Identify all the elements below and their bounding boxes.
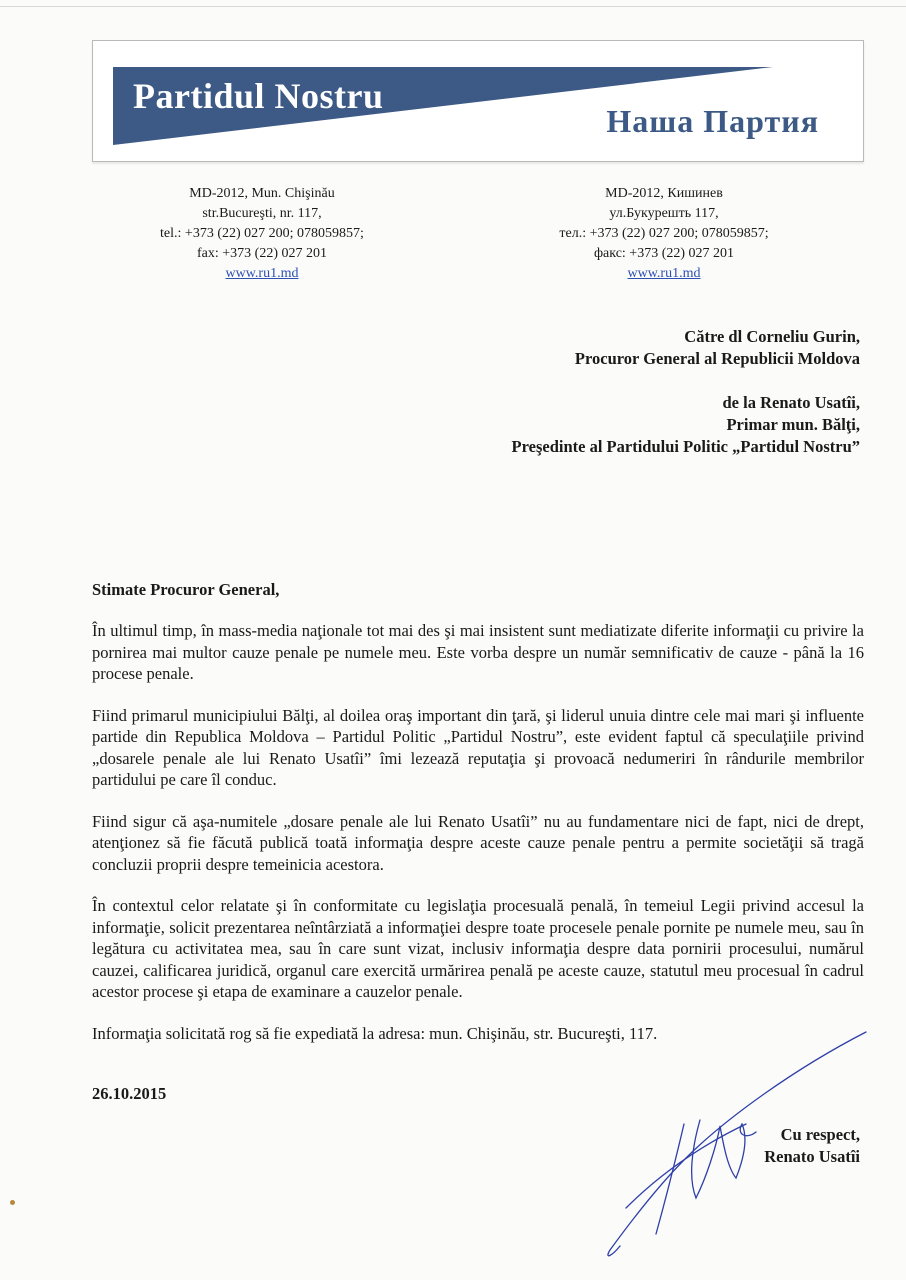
- closing-phrase: Cu respect,: [780, 1125, 860, 1144]
- recipient-name: Către dl Corneliu Gurin,: [684, 327, 860, 346]
- scan-speck: [10, 1200, 15, 1205]
- salutation: Stimate Procuror General,: [92, 580, 280, 599]
- address-line: MD-2012, Кишинев: [605, 186, 723, 201]
- phone-line: tel.: +373 (22) 027 200; 078059857;: [160, 226, 364, 241]
- street-line: str.Bucureşti, nr. 117,: [202, 206, 322, 221]
- top-rule: [0, 6, 906, 7]
- party-name-ro: Partidul Nostru: [133, 76, 384, 116]
- sender-name: de la Renato Usatîi,: [722, 393, 860, 412]
- paragraph: Informaţia solicitată rog să fie expediată la adresa: mun. Chişinău, str. Bucureşti, 117.: [92, 1023, 658, 1043]
- fax-line: факс: +373 (22) 027 201: [593, 246, 735, 261]
- recipient-block: [512, 326, 860, 458]
- party-name-ru: Наша Партия: [606, 103, 819, 139]
- website-link[interactable]: www.ru1.md: [225, 266, 299, 281]
- signatory-name: Renato Usatîi: [764, 1147, 860, 1166]
- closing-block: [764, 1124, 860, 1168]
- sender-title: Preşedinte al Partidului Politic „Partidul Nostru”: [511, 437, 860, 456]
- recipient-title: Procuror General al Republicii Moldova: [574, 349, 860, 368]
- street-line: ул.Букурешть 117,: [609, 206, 719, 221]
- paragraph: În contextul celor relatate şi în conformitate cu legislaţia procesuală penală, în temeiul Legii privind accesul la informaţie, solicit prezentarea neîntârziată a informaţiei despre toate procesele penale pornite pe numele meu, sau în legătura cu activitatea mea, sau în care sunt vizat, inclusiv informaţia despre data pornirii procesului, numărul cauzei, calificarea juridică, organul care exercită urmărirea penală pe aceste cauze, statutul meu procesual în cadrul acestor procese şi etapa de examinare a cauzelor penale.: [92, 896, 864, 1001]
- letter-date: 26.10.2015: [92, 1084, 167, 1103]
- letter-body: [92, 620, 864, 1064]
- paragraph: Fiind primarul municipiului Bălţi, al doilea oraş important din ţară, şi liderul unuia dintre cele mai mari şi influente partide din Republica Moldova – Partidul Politic „Partidul Nostru”, este evident faptul că speculaţiile privind „dosarele penale ale lui Renato Usatîi” îmi lezează reputaţia şi provoacă nedumeriri în rândurile membrilor partidului pe care îl conduc.: [92, 705, 864, 789]
- paragraph: Fiind sigur că aşa-numitele „dosare penale ale lui Renato Usatîi” nu au fundamentare nici de fapt, nici de drept, atenţionez să fie făcută publică toată informaţia despre aceste cauze penale pentru a permite societăţii să tragă concluzii proprii despre temeinicia acestora.: [92, 811, 864, 874]
- fax-line: fax: +373 (22) 027 201: [197, 246, 327, 261]
- contact-block-ru: [514, 184, 814, 284]
- letterhead: [92, 40, 864, 162]
- phone-line: тел.: +373 (22) 027 200; 078059857;: [559, 226, 769, 241]
- sender-title: Primar mun. Bălţi,: [726, 415, 860, 434]
- paragraph: În ultimul timp, în mass-media naţionale tot mai des şi mai insistent sunt mediatizate diferite informaţii cu privire la pornirea mai multor cauze penale pe numele meu. Este vorba despre un număr semnificativ de cauze - până la 16 procese penale.: [92, 621, 864, 683]
- contact-block-ro: [112, 184, 412, 284]
- website-link[interactable]: www.ru1.md: [627, 266, 701, 281]
- address-line: MD-2012, Mun. Chişinău: [189, 186, 335, 201]
